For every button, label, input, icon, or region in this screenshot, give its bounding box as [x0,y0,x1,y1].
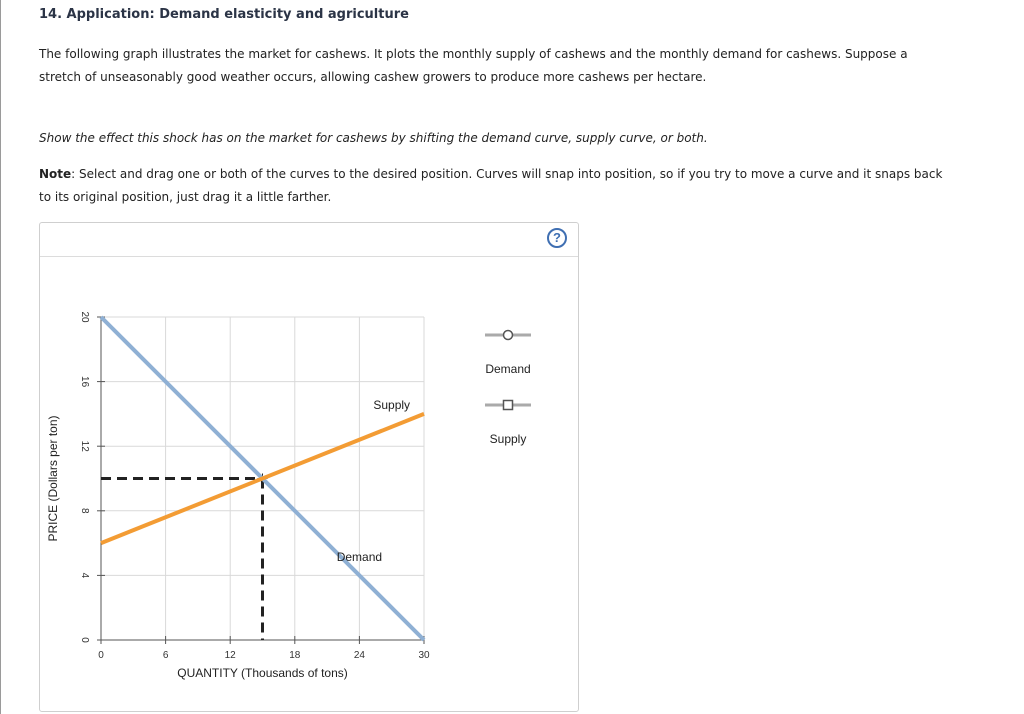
help-button[interactable]: ? [547,228,567,248]
y-tick-label: 20 [79,311,90,323]
legend-label: Supply [489,432,527,446]
legend-circle-marker [504,331,513,340]
legend-item-demand[interactable] [485,331,531,377]
question-title: 14. Application: Demand elasticity and agriculture [39,7,409,22]
y-tick-label: 4 [79,572,90,579]
legend-square-marker [504,401,513,410]
x-tick-label: 18 [289,650,301,661]
y-tick-label: 0 [79,637,90,643]
note-line-1-text: : Select and drag one or both of the curves to the desired position. Curves will snap into position, so if you try to move a curve and it snaps back [71,167,943,181]
problem-description [39,43,969,89]
y-tick-label: 8 [79,508,90,514]
note-line-1 [39,163,969,186]
demand-curve-label: Demand [336,549,383,564]
graph-panel [39,222,579,712]
equilibrium-guides [101,474,268,641]
note-text [39,163,969,209]
supply-curve-label: Supply [373,398,411,413]
x-tick-label: 30 [418,650,430,661]
supply-demand-graph [40,223,578,711]
chart-legend[interactable] [485,331,531,447]
legend-item-supply[interactable] [485,401,531,447]
x-tick-label: 24 [353,650,365,661]
x-tick-label: 12 [224,650,236,661]
y-tick-label: 16 [79,376,90,388]
x-axis-title: QUANTITY (Thousands of tons) [177,666,348,680]
left-border [0,0,1,714]
y-tick-label: 12 [79,440,90,452]
legend-label: Demand [485,362,531,376]
note-line-2: to its original position, just drag it a little farther. [39,190,332,204]
note-label: Note [39,167,72,181]
chart-ticks [79,311,430,661]
x-tick-label: 0 [98,650,104,661]
description-line-2: stretch of unseasonably good weather occurs, allowing cashew growers to produce more cashews per hectare. [39,70,707,84]
description-line-1: The following graph illustrates the market for cashews. It plots the monthly supply of cashews and the monthly demand for cashews. Suppose a [39,47,908,61]
y-axis-title: PRICE (Dollars per ton) [46,415,60,542]
instruction-text: Show the effect this shock has on the market for cashews by shifting the demand curve, supply curve, or both. [39,131,708,145]
x-tick-label: 6 [162,650,169,661]
